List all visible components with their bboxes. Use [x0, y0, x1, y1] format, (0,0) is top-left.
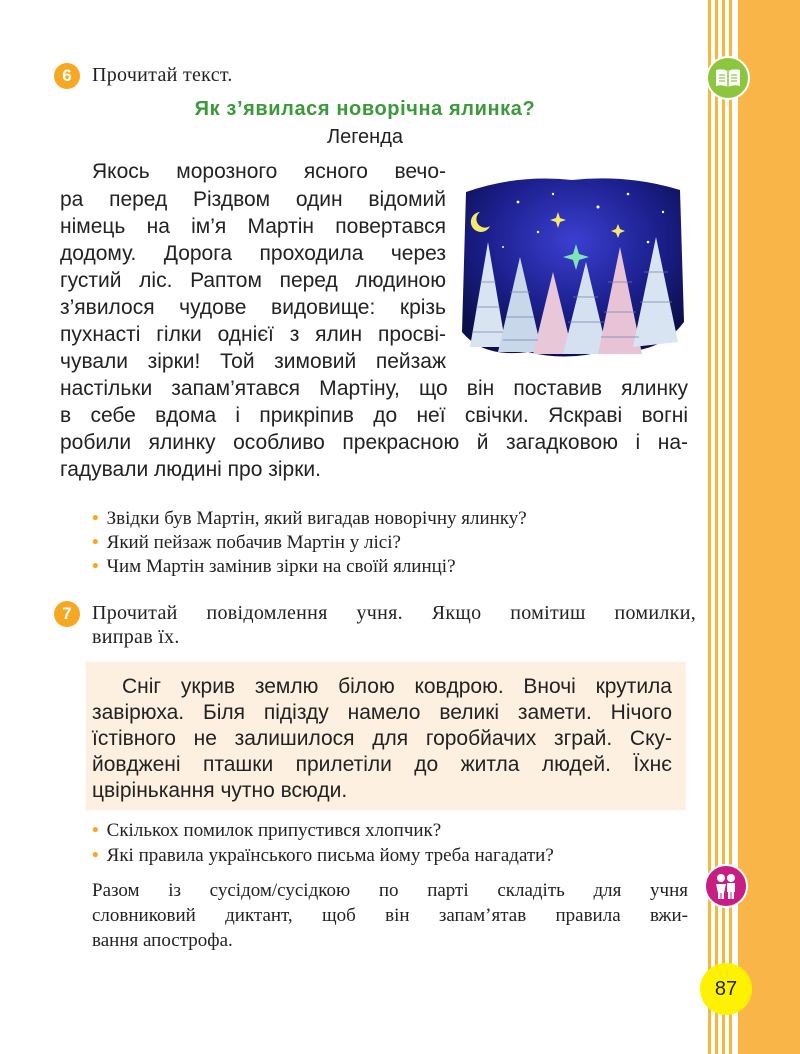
bullet: •	[92, 845, 99, 866]
question-text: Скількох помилок припустився хлопчик?	[106, 820, 442, 841]
pair-task-line: Разом із сусідом/сусідкою по парті складіть для учня	[92, 880, 688, 901]
task-number-badge: 7	[54, 601, 80, 627]
story-line: німець на ім’я Мартін повертався	[60, 215, 446, 238]
question-item	[92, 532, 401, 554]
question-item	[92, 556, 456, 578]
task-instruction: Прочитай текст.	[92, 64, 233, 86]
pair-work-icon	[704, 864, 748, 908]
story-line: робили ялинку особливо прекрасною й загадковою і на-	[60, 431, 688, 454]
stripe-wide	[738, 0, 800, 1054]
story-line: додому. Дорога проходила через	[60, 242, 446, 265]
story-line: в себе вдома і прикріпив до неї свічки. Яскраві вогні	[60, 404, 688, 427]
question-text: Чим Мартін замінив зірки на своїй ялинці?	[106, 556, 456, 577]
message-line: йовджені пташки прилетіли до житла людей. Їхнє	[92, 753, 672, 776]
story-line: ра перед Різдвом один відомий	[60, 188, 446, 211]
question-item	[92, 820, 441, 842]
book-icon	[706, 56, 750, 100]
bullet: •	[92, 556, 99, 577]
story-line: Якось морозного ясного вечо-	[92, 160, 446, 183]
story-line: з’явилося чудове видовище: крізь	[60, 296, 446, 319]
pair-task-line: словниковий диктант, щоб він запам’ятав правила вжи-	[92, 905, 688, 926]
bullet: •	[92, 820, 99, 841]
story-line: пухнасті гілки однієї з ялин просві-	[60, 323, 446, 346]
task-instruction: Прочитай повідомлення учня. Якщо помітиш помилки,	[92, 602, 696, 624]
story-subtitle: Легенда	[326, 126, 404, 148]
pair-task-line: вання апострофа.	[92, 930, 233, 951]
question-text: Який пейзаж побачив Мартін у лісі?	[106, 532, 401, 553]
winter-forest-illustration	[458, 172, 686, 362]
task-instruction: виправ їх.	[92, 626, 180, 648]
task-number-badge: 6	[54, 63, 80, 89]
bullet: •	[92, 508, 99, 529]
question-item	[92, 845, 554, 867]
message-line: завірюха. Біля підізду намело великі замети. Нічого	[92, 701, 672, 724]
question-item	[92, 508, 527, 530]
question-text: Звідки був Мартін, який вигадав новорічну ялинку?	[106, 508, 527, 529]
story-line: густий ліс. Раптом перед людиною	[60, 269, 446, 292]
story-line: настільки запам’ятався Мартіну, що він поставив ялинку	[60, 377, 688, 400]
page-number: 87	[700, 963, 752, 1015]
story-title: Як з’явилася новорічна ялинка?	[194, 98, 536, 120]
message-line: цвірінькання чутно всюди.	[92, 779, 348, 802]
story-line: гадували людині про зірки.	[60, 458, 321, 481]
bullet: •	[92, 532, 99, 553]
message-line: Сніг укрив землю білою ковдрою. Вночі крутила	[122, 675, 672, 698]
message-line: їстівного не залишилося для горобйачих зграй. Ску-	[92, 727, 672, 750]
question-text: Які правила українського письма йому треба нагадати?	[106, 845, 554, 866]
story-line: чували зірки! Той зимовий пейзаж	[60, 350, 446, 373]
